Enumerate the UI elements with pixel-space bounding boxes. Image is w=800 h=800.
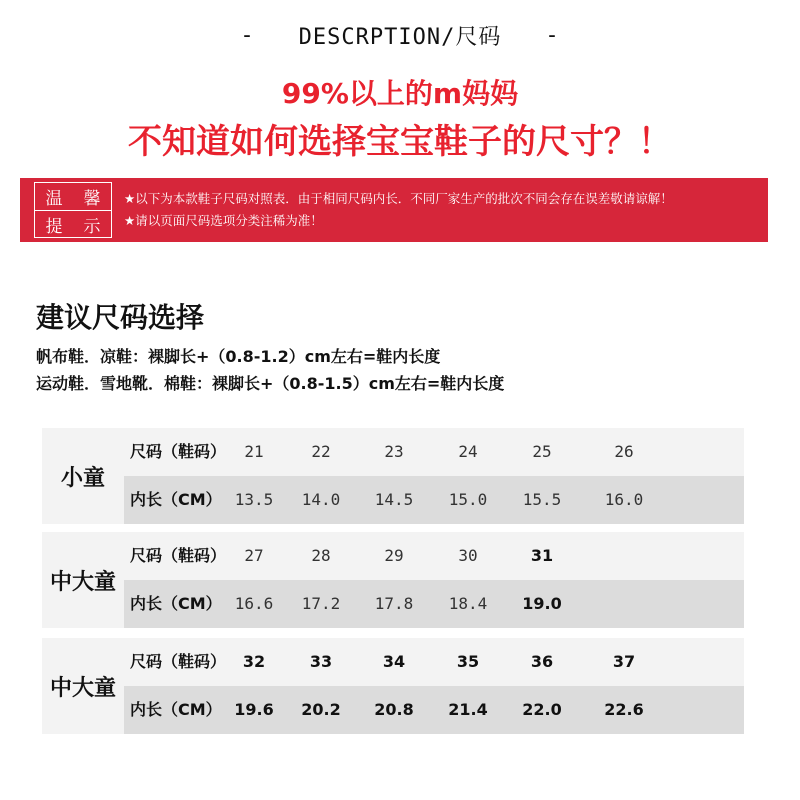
length-cell: 17.2: [301, 594, 341, 613]
size-cell: 33: [309, 652, 333, 671]
length-cell: 16.0: [604, 490, 644, 509]
size-table: [42, 428, 744, 524]
tip-row-1: [35, 183, 111, 210]
notice-line-1: ★以下为本款鞋子尺码对照表．由于相同尺码内长．不同厂家生产的批次不同会存在误差敬请谅解！: [124, 191, 673, 206]
length-cell: 14.0: [301, 490, 341, 509]
length-row-label: 内长（CM）: [130, 594, 222, 613]
length-cell: 22.6: [604, 700, 644, 719]
size-row: [124, 532, 744, 580]
length-cell: 21.4: [448, 700, 488, 719]
size-row-label: 尺码（鞋码）: [130, 442, 227, 461]
header-left-dash: -: [240, 22, 255, 48]
length-row-label: 内长（CM）: [130, 490, 222, 509]
size-cell: 27: [244, 546, 264, 565]
length-cell: 20.8: [374, 700, 414, 719]
size-cell: 32: [242, 652, 266, 671]
size-cell: 34: [382, 652, 406, 671]
size-cell: 21: [244, 442, 264, 461]
size-table-group-label: 小童: [42, 428, 124, 524]
tip-char: 示: [83, 216, 101, 237]
size-cell: 23: [384, 442, 404, 461]
notice-text: [124, 188, 673, 232]
size-table-group-label: 中大童: [42, 532, 124, 628]
length-cell: 19.6: [234, 700, 274, 719]
size-table: [42, 532, 744, 628]
headline-line-1: 99%以上的m妈妈: [281, 77, 519, 110]
tip-char: 馨: [83, 189, 101, 209]
length-cell: 20.2: [301, 700, 341, 719]
size-table: [42, 638, 744, 734]
length-cell: 18.4: [448, 594, 488, 613]
size-cell: 26: [614, 442, 634, 461]
size-row: [124, 638, 744, 686]
length-row-label: 内长（CM）: [130, 700, 222, 719]
length-cell: 17.8: [374, 594, 414, 613]
length-cell: 16.6: [234, 594, 274, 613]
tip-char: 温: [45, 189, 63, 209]
size-cell: 36: [530, 652, 554, 671]
guide-rule-1: 帆布鞋．凉鞋：裸脚长+（0.8-1.2）cm左右=鞋内长度: [36, 347, 441, 366]
header-right-dash: -: [545, 22, 560, 48]
notice-banner: [20, 178, 768, 242]
tip-char: 提: [45, 216, 63, 237]
size-cell: 28: [311, 546, 331, 565]
size-cell: 24: [458, 442, 478, 461]
tip-box: [34, 182, 112, 238]
tip-row-2: [35, 210, 111, 237]
size-cell: 30: [458, 546, 478, 565]
size-cell: 35: [456, 652, 480, 671]
size-cell: 31: [530, 546, 554, 565]
length-cell: 14.5: [374, 490, 414, 509]
notice-line-2: ★请以页面尺码选项分类注稀为准！: [124, 213, 323, 228]
guide-title: 建议尺码选择: [36, 301, 205, 334]
header-title: DESCRPTION/尺码: [298, 24, 502, 50]
size-row-label: 尺码（鞋码）: [130, 546, 227, 565]
length-cell: 13.5: [234, 490, 274, 509]
length-cell: 15.0: [448, 490, 488, 509]
size-table-group-label: 中大童: [42, 638, 124, 734]
headline-line-2: 不知道如何选择宝宝鞋子的尺寸？！: [128, 122, 672, 162]
length-cell: 15.5: [522, 490, 562, 509]
length-cell: 22.0: [522, 700, 562, 719]
length-row: [124, 580, 744, 628]
length-cell: 19.0: [522, 594, 562, 613]
size-cell: 29: [384, 546, 404, 565]
length-row: [124, 476, 744, 524]
size-row-label: 尺码（鞋码）: [130, 652, 227, 671]
length-row: [124, 686, 744, 734]
page-header: [0, 18, 800, 52]
size-cell: 25: [532, 442, 552, 461]
guide-rule-2: 运动鞋．雪地靴．棉鞋：裸脚长+（0.8-1.5）cm左右=鞋内长度: [36, 374, 505, 393]
size-cell: 37: [612, 652, 636, 671]
size-cell: 22: [311, 442, 331, 461]
size-row: [124, 428, 744, 476]
